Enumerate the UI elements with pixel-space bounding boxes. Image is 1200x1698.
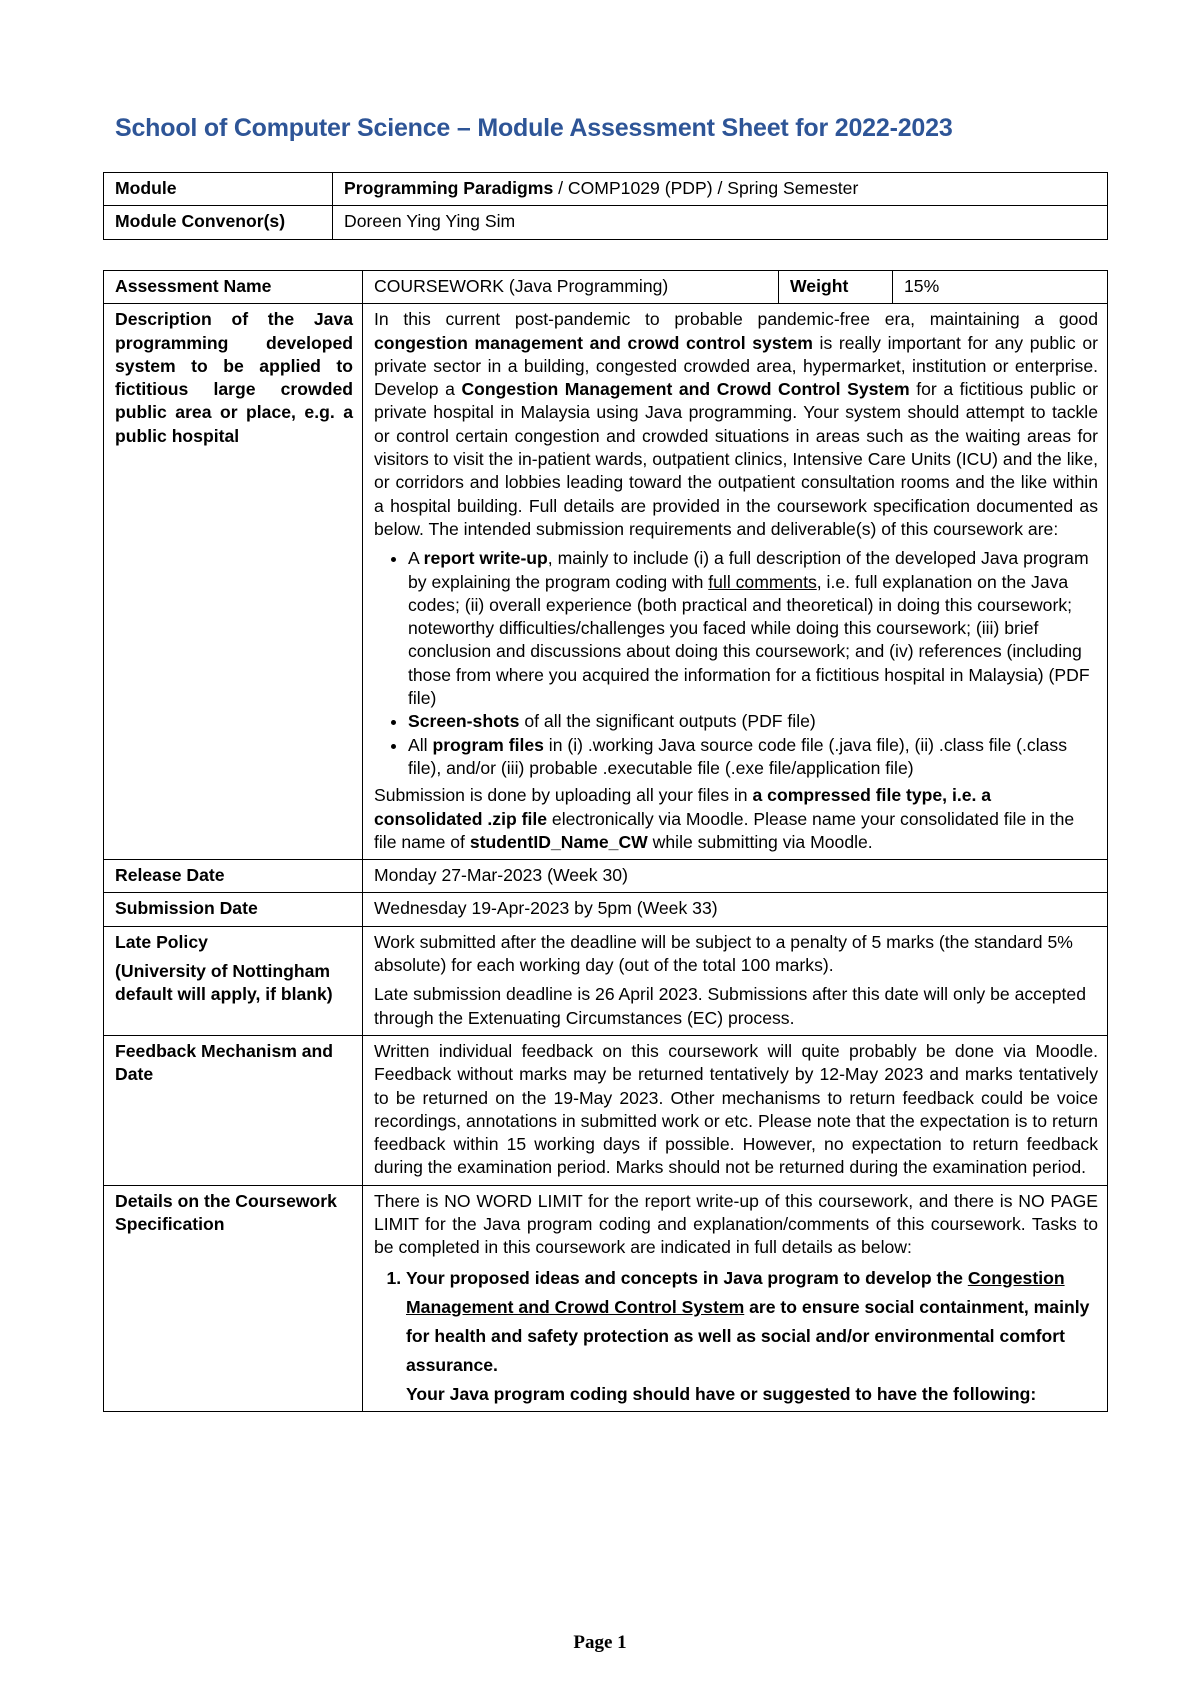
late-policy-deadline: Late submission deadline is 26 April 2023. Submissions after this date will only be accepted through the Extenuating Circumstances (EC) process. — [374, 984, 1086, 1028]
weight-value: 15% — [893, 271, 1108, 304]
description-paragraph: In this current post-pandemic to probable pandemic-free era, maintaining a good congestion management and crowd control system is really important for any public or private sector in a building, congested crowded area, hypermarket, institution or enterprise. Develop a Congestion Management and Crowd Control System for a fictitious public or private hospital in Malaysia using Java programming. Your system should attempt to tackle or control certain congestion and crowded situations in areas such as the waiting areas for visitors to visit the in-patient wards, outpatient clinics, Intensive Care Units (ICU) and the like, or corridors and lobbies leading toward the outpatient consultation rooms and the like within a hospital building. Full details are provided in the coursework specification documented as below. The intended submission requirements and deliverable(s) of this coursework are: — [374, 309, 1098, 539]
description-content — [363, 304, 1108, 860]
tasks-list — [374, 1264, 1098, 1409]
submission-instructions: Submission is done by uploading all your files in a compressed file type, i.e. a consolidated .zip file electronically via Moodle. Please name your consolidated file in the file name of studentID_Name_CW while submitting via Moodle. — [374, 785, 1075, 852]
page-number: Page 1 — [573, 1632, 627, 1653]
submission-label: Submission Date — [104, 893, 363, 926]
module-row — [104, 173, 1108, 206]
module-label: Module — [104, 173, 333, 206]
module-value — [333, 173, 1108, 206]
submission-row — [104, 893, 1108, 926]
module-code: / COMP1029 (PDP) / Spring Semester — [553, 178, 859, 198]
weight-label: Weight — [779, 271, 893, 304]
page-title: School of Computer Science – Module Assessment Sheet for 2022-2023 — [115, 114, 953, 142]
details-row — [104, 1185, 1108, 1411]
feedback-label: Feedback Mechanism and Date — [104, 1035, 363, 1185]
release-value: Monday 27-Mar-2023 (Week 30) — [363, 860, 1108, 893]
convenor-value: Doreen Ying Ying Sim — [333, 206, 1108, 239]
details-content — [363, 1185, 1108, 1411]
details-label: Details on the Coursework Specification — [104, 1185, 363, 1411]
module-info-table — [103, 172, 1108, 240]
list-item: • A report write-up, mainly to include (i) a full description of the developed Java program by explaining the program coding with full comments, i.e. full explanation on the Java codes; (ii) overall experience (both practical and theoretical) in doing this coursework; noteworthy difficulties/challenges you faced while doing this coursework; (iii) brief conclusion and discussions about doing this coursework; and (iv) references (including those from where you acquired the information for a fictitious hospital in Malaysia) (PDF file) — [408, 547, 1098, 710]
late-policy-row — [104, 926, 1108, 1035]
description-label: Description of the Java programming developed system to be applied to fictitious large crowded public area or place, e.g. a public hospital — [104, 304, 363, 860]
module-name: Programming Paradigms — [344, 178, 554, 198]
feedback-row — [104, 1035, 1108, 1185]
release-label: Release Date — [104, 860, 363, 893]
convenor-row — [104, 206, 1108, 239]
list-item: 1. Your proposed ideas and concepts in Java program to develop the Congestion Management and Crowd Control System are to ensure social containment, mainly for health and safety protection as well as social and/or environmental comfort assurance. Your Java program coding should have or suggested to have the following: — [406, 1264, 1098, 1409]
list-item: • Screen-shots of all the significant outputs (PDF file) — [408, 710, 1098, 733]
deliverables-list — [374, 547, 1098, 780]
list-item: • All program files in (i) .working Java source code file (.java file), (ii) .class file (.class file), and/or (iii) probable .executable file (.exe file/application file) — [408, 734, 1098, 781]
assessment-table — [103, 270, 1108, 1412]
submission-value: Wednesday 19-Apr-2023 by 5pm (Week 33) — [363, 893, 1108, 926]
description-row — [104, 304, 1108, 860]
late-policy-label: Late Policy (University of Nottingham default will apply, if blank) — [104, 926, 363, 1035]
release-row — [104, 860, 1108, 893]
assessment-name-value: COURSEWORK (Java Programming) — [363, 271, 779, 304]
assessment-name-row — [104, 271, 1108, 304]
assessment-name-label: Assessment Name — [104, 271, 363, 304]
late-policy-content — [363, 926, 1108, 1035]
feedback-content: Written individual feedback on this coursework will quite probably be done via Moodle. Feedback without marks may be returned tentatively by 12-May 2023 and marks tentatively to be returned on the 19-May 2023. Other mechanisms to return feedback could be voice recordings, annotations in submitted work or etc. Please note that the expectation is to return feedback within 15 working days if possible. However, no expectation to return feedback during the examination period. Marks should not be returned during the examination period. — [363, 1035, 1108, 1185]
late-policy-penalty: Work submitted after the deadline will be subject to a penalty of 5 marks (the standard 5% absolute) for each working day (out of the total 100 marks). — [374, 931, 1073, 976]
details-intro: There is NO WORD LIMIT for the report write-up of this coursework, and there is NO PAGE LIMIT for the Java program coding and explanation/comments of this coursework. Tasks to be completed in this coursework are indicated in full details as below: — [374, 1190, 1098, 1258]
convenor-label: Module Convenor(s) — [104, 206, 333, 239]
